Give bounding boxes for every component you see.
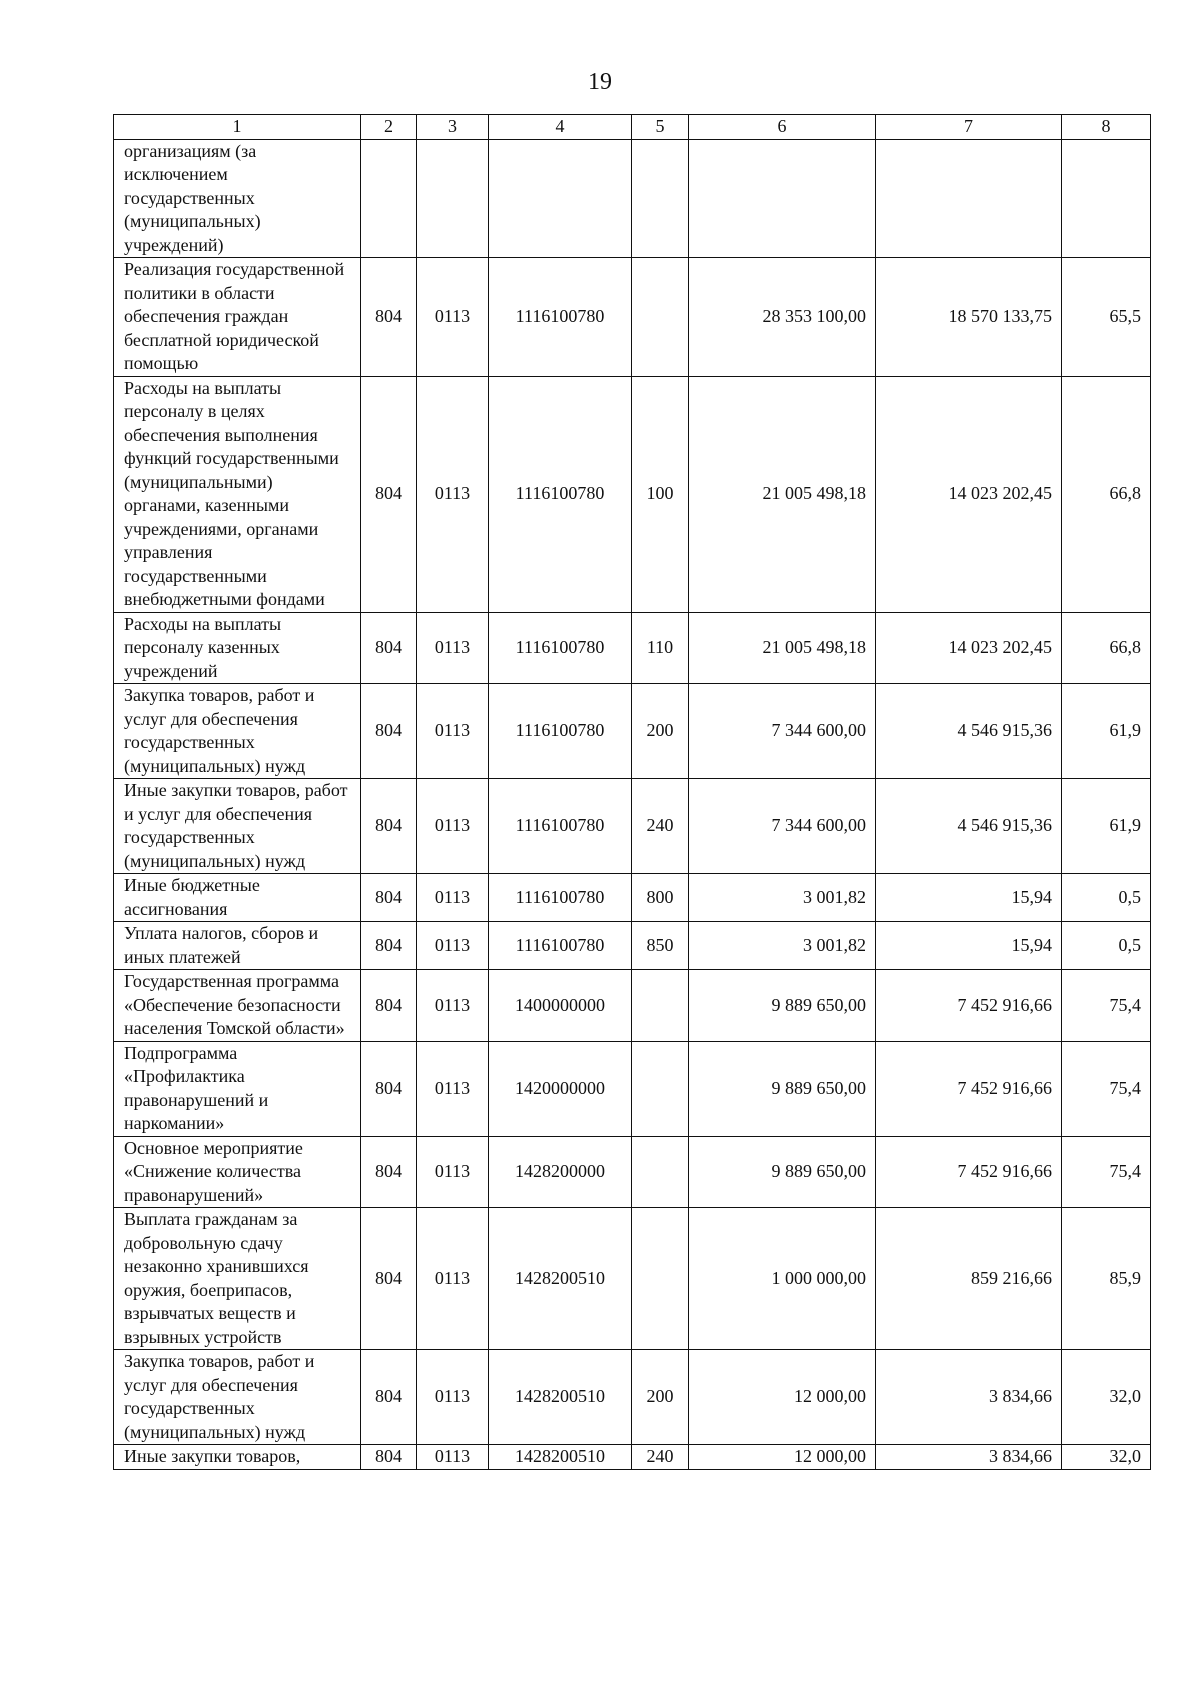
- code-4-cell: 1116100780: [489, 922, 632, 970]
- table-row: [114, 612, 1151, 684]
- code-2-cell: 804: [361, 1445, 417, 1470]
- code-5-cell: [632, 1208, 689, 1350]
- table-row: [114, 1445, 1151, 1470]
- amount-actual-cell: 14 023 202,45: [876, 612, 1062, 684]
- code-3-cell: 0113: [417, 1445, 489, 1470]
- amount-actual-cell: 7 452 916,66: [876, 970, 1062, 1042]
- percent-cell: 65,5: [1062, 258, 1151, 377]
- code-4-cell: 1428200510: [489, 1350, 632, 1445]
- code-2-cell: 804: [361, 612, 417, 684]
- amount-actual-cell: [876, 139, 1062, 258]
- amount-actual-cell: 3 834,66: [876, 1350, 1062, 1445]
- code-3-cell: 0113: [417, 684, 489, 779]
- code-2-cell: 804: [361, 376, 417, 612]
- header-cell: 3: [417, 115, 489, 140]
- header-cell: 6: [689, 115, 876, 140]
- code-4-cell: 1428200510: [489, 1445, 632, 1470]
- amount-actual-cell: 15,94: [876, 922, 1062, 970]
- amount-actual-cell: 4 546 915,36: [876, 684, 1062, 779]
- table-row: [114, 1208, 1151, 1350]
- code-2-cell: 804: [361, 970, 417, 1042]
- row-name-cell: организациям (за исключением государственных (муниципальных) учреждений): [114, 139, 361, 258]
- row-name-cell: Расходы на выплаты персоналу в целях обеспечения выполнения функций государственными (муниципальными) органами, казенными учреждениями, органами управления государственными внебюджетными фондами: [114, 376, 361, 612]
- header-cell: 8: [1062, 115, 1151, 140]
- row-name-cell: Государственная программа «Обеспечение безопасности населения Томской области»: [114, 970, 361, 1042]
- amount-plan-cell: 12 000,00: [689, 1445, 876, 1470]
- row-name-cell: Иные закупки товаров, работ и услуг для обеспечения государственных (муниципальных) нужд: [114, 779, 361, 874]
- percent-cell: 0,5: [1062, 922, 1151, 970]
- row-name-cell: Закупка товаров, работ и услуг для обеспечения государственных (муниципальных) нужд: [114, 684, 361, 779]
- code-4-cell: [489, 139, 632, 258]
- amount-actual-cell: 18 570 133,75: [876, 258, 1062, 377]
- code-5-cell: 200: [632, 1350, 689, 1445]
- code-3-cell: 0113: [417, 874, 489, 922]
- amount-plan-cell: 28 353 100,00: [689, 258, 876, 377]
- code-3-cell: 0113: [417, 970, 489, 1042]
- amount-actual-cell: 15,94: [876, 874, 1062, 922]
- row-name-cell: Подпрограмма «Профилактика правонарушений и наркомании»: [114, 1041, 361, 1136]
- percent-cell: 61,9: [1062, 779, 1151, 874]
- code-5-cell: 110: [632, 612, 689, 684]
- code-2-cell: 804: [361, 1136, 417, 1208]
- code-3-cell: 0113: [417, 1136, 489, 1208]
- code-5-cell: [632, 1136, 689, 1208]
- row-name-cell: Иные закупки товаров,: [114, 1445, 361, 1470]
- code-5-cell: 100: [632, 376, 689, 612]
- code-3-cell: 0113: [417, 779, 489, 874]
- row-name-cell: Основное мероприятие «Снижение количества правонарушений»: [114, 1136, 361, 1208]
- code-3-cell: [417, 139, 489, 258]
- amount-plan-cell: 3 001,82: [689, 874, 876, 922]
- amount-plan-cell: 12 000,00: [689, 1350, 876, 1445]
- code-4-cell: 1428200000: [489, 1136, 632, 1208]
- amount-plan-cell: 21 005 498,18: [689, 612, 876, 684]
- code-3-cell: 0113: [417, 1208, 489, 1350]
- header-cell: 7: [876, 115, 1062, 140]
- percent-cell: 75,4: [1062, 970, 1151, 1042]
- amount-plan-cell: 1 000 000,00: [689, 1208, 876, 1350]
- percent-cell: 66,8: [1062, 612, 1151, 684]
- header-cell: 4: [489, 115, 632, 140]
- amount-plan-cell: 7 344 600,00: [689, 684, 876, 779]
- code-2-cell: 804: [361, 1041, 417, 1136]
- row-name-cell: Иные бюджетные ассигнования: [114, 874, 361, 922]
- row-name-cell: Уплата налогов, сборов и иных платежей: [114, 922, 361, 970]
- code-5-cell: [632, 1041, 689, 1136]
- percent-cell: 0,5: [1062, 874, 1151, 922]
- code-5-cell: 800: [632, 874, 689, 922]
- budget-table: [113, 114, 1151, 1470]
- code-5-cell: [632, 139, 689, 258]
- code-4-cell: 1428200510: [489, 1208, 632, 1350]
- code-3-cell: 0113: [417, 376, 489, 612]
- code-2-cell: 804: [361, 779, 417, 874]
- table-row: [114, 779, 1151, 874]
- code-5-cell: [632, 258, 689, 377]
- code-4-cell: 1400000000: [489, 970, 632, 1042]
- table-row: [114, 1136, 1151, 1208]
- amount-plan-cell: 9 889 650,00: [689, 1136, 876, 1208]
- percent-cell: 85,9: [1062, 1208, 1151, 1350]
- percent-cell: 32,0: [1062, 1350, 1151, 1445]
- amount-actual-cell: 14 023 202,45: [876, 376, 1062, 612]
- amount-plan-cell: 21 005 498,18: [689, 376, 876, 612]
- code-4-cell: 1116100780: [489, 376, 632, 612]
- table-row: [114, 970, 1151, 1042]
- amount-plan-cell: 3 001,82: [689, 922, 876, 970]
- percent-cell: 66,8: [1062, 376, 1151, 612]
- percent-cell: 75,4: [1062, 1041, 1151, 1136]
- code-4-cell: 1116100780: [489, 684, 632, 779]
- header-cell: 2: [361, 115, 417, 140]
- code-2-cell: 804: [361, 922, 417, 970]
- table-row: [114, 1350, 1151, 1445]
- code-2-cell: 804: [361, 684, 417, 779]
- amount-plan-cell: 9 889 650,00: [689, 970, 876, 1042]
- table-body: [114, 139, 1151, 1469]
- amount-actual-cell: 4 546 915,36: [876, 779, 1062, 874]
- header-cell: 5: [632, 115, 689, 140]
- header-cell: 1: [114, 115, 361, 140]
- code-5-cell: 850: [632, 922, 689, 970]
- header-row: [114, 115, 1151, 140]
- code-5-cell: [632, 970, 689, 1042]
- amount-plan-cell: 7 344 600,00: [689, 779, 876, 874]
- table-row: [114, 376, 1151, 612]
- code-5-cell: 240: [632, 1445, 689, 1470]
- code-5-cell: 200: [632, 684, 689, 779]
- row-name-cell: Выплата гражданам за добровольную сдачу незаконно хранившихся оружия, боеприпасов, взрывчатых веществ и взрывных устройств: [114, 1208, 361, 1350]
- code-4-cell: 1116100780: [489, 612, 632, 684]
- code-4-cell: 1116100780: [489, 258, 632, 377]
- code-5-cell: 240: [632, 779, 689, 874]
- code-3-cell: 0113: [417, 922, 489, 970]
- code-2-cell: 804: [361, 874, 417, 922]
- row-name-cell: Закупка товаров, работ и услуг для обеспечения государственных (муниципальных) нужд: [114, 1350, 361, 1445]
- table-row: [114, 684, 1151, 779]
- amount-plan-cell: [689, 139, 876, 258]
- page-number: 19: [588, 69, 612, 95]
- code-3-cell: 0113: [417, 258, 489, 377]
- amount-actual-cell: 3 834,66: [876, 1445, 1062, 1470]
- row-name-cell: Реализация государственной политики в области обеспечения граждан бесплатной юридической помощью: [114, 258, 361, 377]
- code-3-cell: 0113: [417, 1350, 489, 1445]
- amount-plan-cell: 9 889 650,00: [689, 1041, 876, 1136]
- percent-cell: [1062, 139, 1151, 258]
- code-3-cell: 0113: [417, 1041, 489, 1136]
- amount-actual-cell: 7 452 916,66: [876, 1136, 1062, 1208]
- code-4-cell: 1116100780: [489, 779, 632, 874]
- amount-actual-cell: 859 216,66: [876, 1208, 1062, 1350]
- code-2-cell: 804: [361, 258, 417, 377]
- code-4-cell: 1116100780: [489, 874, 632, 922]
- table-row: [114, 1041, 1151, 1136]
- amount-actual-cell: 7 452 916,66: [876, 1041, 1062, 1136]
- percent-cell: 32,0: [1062, 1445, 1151, 1470]
- table-row: [114, 139, 1151, 258]
- percent-cell: 75,4: [1062, 1136, 1151, 1208]
- table-row: [114, 874, 1151, 922]
- code-4-cell: 1420000000: [489, 1041, 632, 1136]
- row-name-cell: Расходы на выплаты персоналу казенных учреждений: [114, 612, 361, 684]
- percent-cell: 61,9: [1062, 684, 1151, 779]
- table-row: [114, 258, 1151, 377]
- code-2-cell: 804: [361, 1350, 417, 1445]
- code-2-cell: [361, 139, 417, 258]
- code-3-cell: 0113: [417, 612, 489, 684]
- table-row: [114, 922, 1151, 970]
- code-2-cell: 804: [361, 1208, 417, 1350]
